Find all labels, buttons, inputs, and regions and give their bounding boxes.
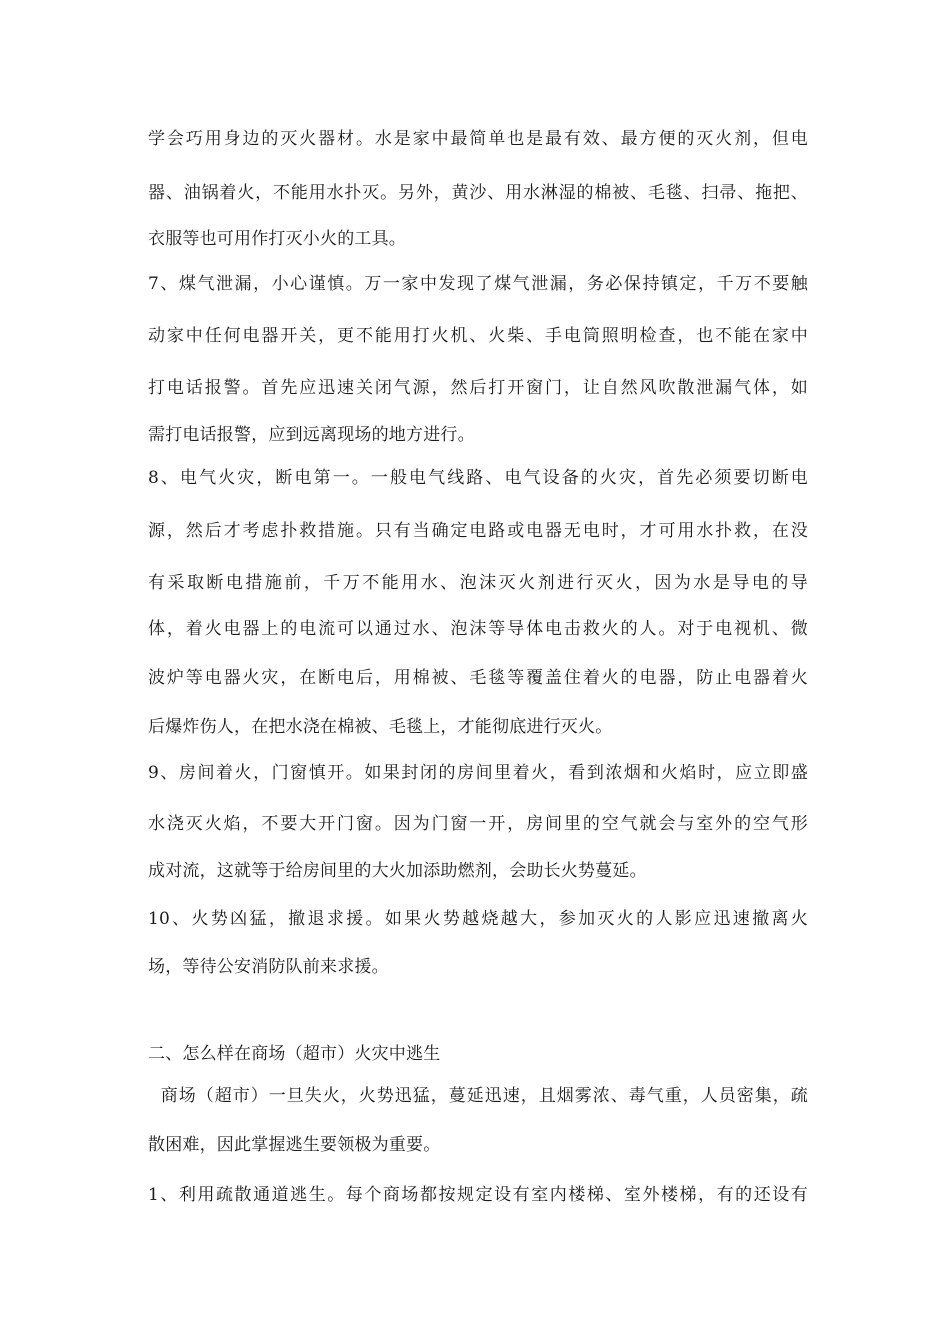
text-line: 7、煤气泄漏，小心谨慎。万一家中发现了煤气泄漏，务必保持镇定，千万不要触 <box>148 274 808 294</box>
text-line: 水浇灭火焰，不要大开门窗。因为门窗一开，房间里的空气就会与室外的空气形 <box>148 814 808 834</box>
text-line: 9、房间着火，门窗慎开。如果封闭的房间里着火，看到浓烟和火焰时，应立即盛 <box>148 763 808 783</box>
text-line: 10、火势凶猛，撤退求援。如果火势越烧越大，参加灭火的人影应迅速撤离火 <box>148 909 808 929</box>
text-line: 商场（超市）一旦失火，火势迅猛，蔓延迅速，且烟雾浓、毒气重，人员密集，疏 <box>148 1086 808 1106</box>
text-line: 有采取断电措施前，千万不能用水、泡沫灭火剂进行灭火，因为水是导电的导 <box>148 573 808 593</box>
text-line: 场，等待公安消防队前来求援。 <box>148 957 389 977</box>
text-line: 散困难，因此掌握逃生要领极为重要。 <box>148 1135 441 1155</box>
text-line: 8、电气火灾，断电第一。一般电气线路、电气设备的火灾，首先必须要切断电 <box>148 468 808 488</box>
text-line: 需打电话报警，应到远离现场的地方进行。 <box>148 425 475 445</box>
text-line: 1、利用疏散通道逃生。每个商场都按规定设有室内楼梯、室外楼梯，有的还设有 <box>148 1185 808 1205</box>
text-line: 学会巧用身边的灭火器材。水是家中最简单也是最有效、最方便的灭火剂，但电 <box>148 129 808 149</box>
text-line: 成对流，这就等于给房间里的大火加添助燃剂，会助长火势蔓延。 <box>148 861 647 881</box>
text-line: 器、油锅着火，不能用水扑灭。另外，黄沙、用水淋湿的棉被、毛毯、扫帚、拖把、 <box>148 183 808 203</box>
section-heading: 二、怎么样在商场（超市）火灾中逃生 <box>148 1044 441 1064</box>
text-line: 衣服等也可用作打灭小火的工具。 <box>148 229 406 249</box>
text-line: 打电话报警。首先应迅速关闭气源，然后打开窗门，让自然风吹散泄漏气体，如 <box>148 378 808 398</box>
text-line: 体，着火电器上的电流可以通过水、泡沫等导体电击救火的人。对于电视机、微 <box>148 619 808 639</box>
text-line: 后爆炸伤人，在把水浇在棉被、毛毯上，才能彻底进行灭火。 <box>148 717 613 737</box>
text-line: 源，然后才考虑扑救措施。只有当确定电路或电器无电时，才可用水扑救，在没 <box>148 521 808 541</box>
text-line: 动家中任何电器开关，更不能用打火机、火柴、手电筒照明检查，也不能在家中 <box>148 326 808 346</box>
text-line: 波炉等电器火灾，在断电后，用棉被、毛毯等覆盖住着火的电器，防止电器着火 <box>148 668 808 688</box>
